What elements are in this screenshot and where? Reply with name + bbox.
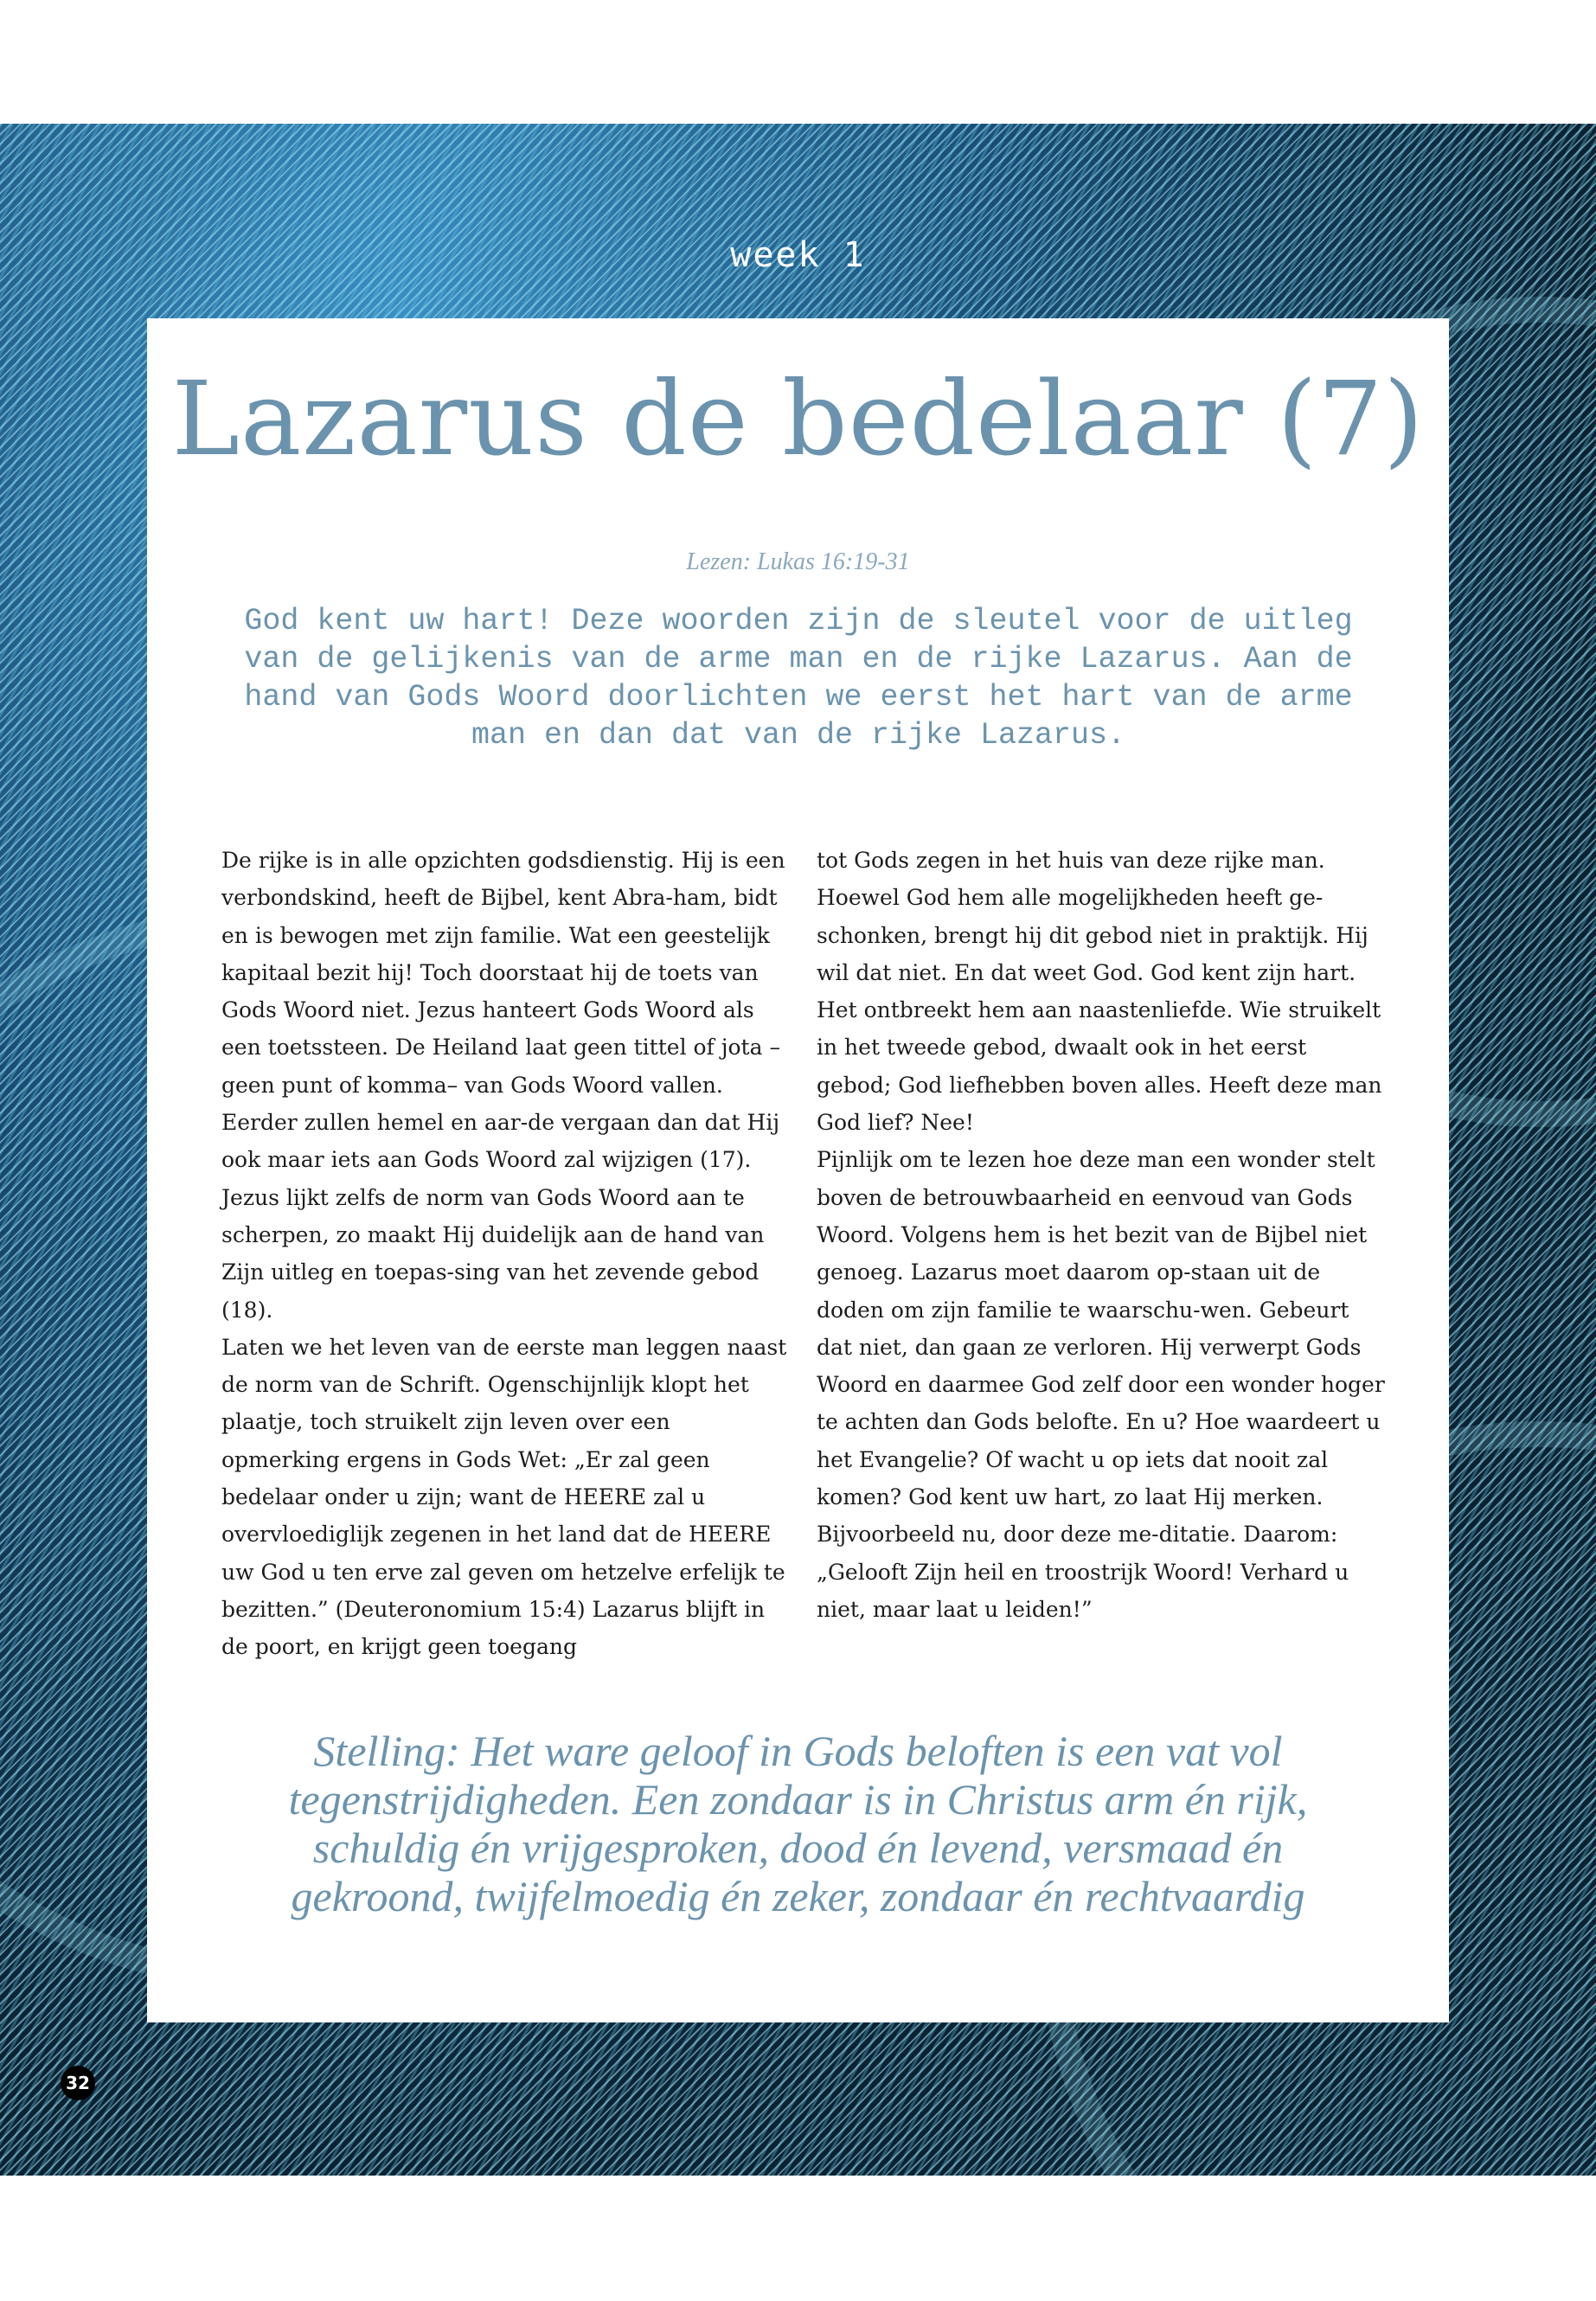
article-card — [147, 318, 1449, 2022]
paragraph: Pijnlijk om te lezen hoe deze man een wonder stelt boven de betrouwbaarheid en eenvoud van Gods Woord. Volgens hem is het bezit van de Bijbel niet genoeg. Lazarus moet daarom op-staan uit de doden om zijn familie te waarschu-wen. Gebeurt dat niet, dan gaan ze verloren. Hij verwerpt Gods Woord en daarmee God zelf door een wonder hoger te achten dan Gods belofte. En u? Hoe waardeert u het Evangelie? Of wacht u op iets dat nooit zal komen? God kent uw hart, zo laat Hij merken. Bijvoorbeeld nu, door deze me-ditatie. Daarom: „Gelooft Zijn heil en troostrijk Woord! Verhard u niet, maar laat u leiden!” — [817, 1147, 1385, 1622]
paragraph: tot Gods zegen in het huis van deze rijke man. Hoewel God hem alle mogelijkheden heeft ge-schonken, brengt hij dit gebod niet in praktijk. Hij wil dat niet. En dat weet God. God kent zijn hart. Het ontbreekt hem aan naastenliefde. Wie struikelt in het tweede gebod, dwaalt ook in het eerst gebod; God liefhebben boven alles. Heeft deze man God lief? Nee! — [817, 848, 1382, 1136]
right-column — [817, 842, 1388, 1628]
paragraph: Laten we het leven van de eerste man leggen naast de norm van de Schrift. Ogenschijnlijk klopt het plaatje, toch struikelt zijn leven over een opmerking ergens in Gods Wet: „Er zal geen bedelaar onder u zijn; want de HEERE zal u overvloediglijk zegenen in het land dat de HEERE uw God u ten erve zal geven om hetzelve erfelijk te bezitten.” (Deuteronomium 15:4) Lazarus blijft in de poort, en krijgt geen toegang — [221, 1334, 787, 1660]
intro-text: God kent uw hart! Deze woorden zijn de sleutel voor de uitleg van de gelijkenis van de arme man en de rijke Lazarus. Aan de hand van Gods Woord doorlichten we eerst het hart van de arme man en dan dat van de rijke Lazarus. — [244, 604, 1353, 753]
paragraph: De rijke is in alle opzichten godsdienstig. Hij is een verbondskind, heeft de Bijbel, kent Abra-ham, bidt en is bewogen met zijn familie. Wat een geestelijk kapitaal bezit hij! Toch doorstaat hij de toets van Gods Woord niet. Jezus hanteert Gods Woord als een toetssteen. De Heiland laat geen tittel of jota –geen punt of komma– van Gods Woord vallen. Eerder zullen hemel en aar-de vergaan dan dat Hij ook maar iets aan Gods Woord zal wijzigen (17). Jezus lijkt zelfs de norm van Gods Woord aan te scherpen, zo maakt Hij duidelijk aan de hand van Zijn uitleg en toepas-sing van het zevende gebod (18). — [221, 848, 785, 1323]
article-title: Lazarus de bedelaar (7) — [171, 359, 1425, 478]
left-column — [221, 842, 792, 1666]
statement-quote: Stelling: Het ware geloof in Gods beloften is een vat vol tegenstrijdigheden. Een zondaar is in Christus arm én rijk, schuldig én vrijgesproken, dood én levend, versmaad én gekroond, twijfelmoedig én zeker, zondaar én rechtvaardig — [288, 1727, 1308, 1920]
week-label: week 1 — [730, 235, 866, 275]
page-number: 32 — [61, 2066, 95, 2100]
reading-reference: Lezen: Lukas 16:19-31 — [686, 548, 910, 575]
